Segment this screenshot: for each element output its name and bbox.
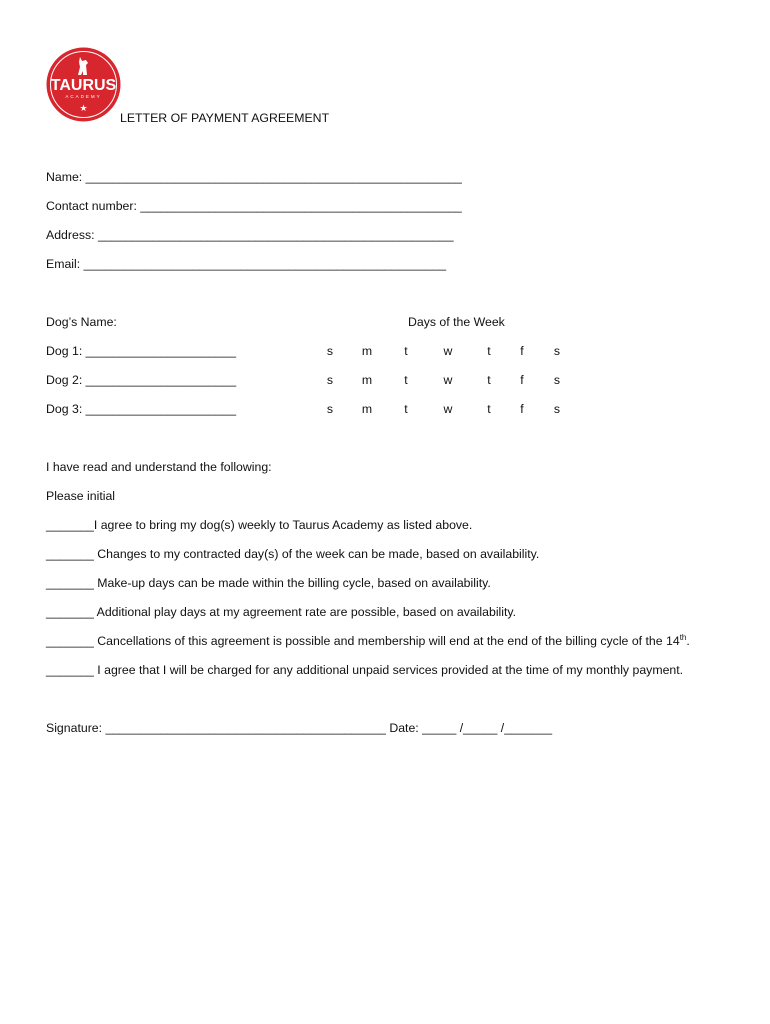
dog-3-line[interactable]: ______________________ [85, 402, 237, 416]
day-monday[interactable]: m [361, 402, 373, 416]
initial-item-text: Changes to my contracted day(s) of the week can be made, based on availability. [93, 547, 540, 561]
day-tuesday[interactable]: t [404, 373, 408, 387]
day-tuesday[interactable]: t [404, 402, 408, 416]
day-wednesday[interactable]: w [443, 402, 453, 416]
name-field[interactable] [46, 170, 462, 184]
day-friday[interactable]: f [520, 373, 524, 387]
signature-row [46, 721, 552, 735]
day-thursday[interactable]: t [487, 402, 491, 416]
initial-item-text: I agree to bring my dog(s) weekly to Taurus Academy as listed above. [93, 518, 473, 532]
dog-1-label: Dog 1: [46, 344, 83, 358]
initial-instruction: Please initial [46, 489, 116, 503]
initial-blank[interactable]: _______ [46, 663, 94, 677]
dog-2-label: Dog 2: [46, 373, 83, 387]
initial-item-5 [46, 634, 690, 648]
date-label: Date: [389, 721, 419, 735]
day-sunday[interactable]: s [326, 344, 334, 358]
item-tail: . [686, 634, 690, 648]
dog-3-field[interactable] [46, 402, 236, 416]
star-icon: ★ [79, 104, 88, 114]
initial-item-3 [46, 576, 491, 590]
dog-3-label: Dog 3: [46, 402, 83, 416]
email-label: Email: [46, 257, 81, 271]
initial-item-text: Additional play days at my agreement rate are possible, based on availability. [93, 605, 517, 619]
dog-1-field[interactable] [46, 344, 236, 358]
initial-blank[interactable]: _______ [46, 518, 94, 532]
initial-blank[interactable]: _______ [46, 605, 94, 619]
email-line[interactable]: _____________________________________________________ [83, 257, 447, 271]
contact-number-label: Contact number: [46, 199, 137, 213]
page-title: LETTER OF PAYMENT AGREEMENT [120, 111, 330, 125]
day-wednesday[interactable]: w [443, 373, 453, 387]
dog-2-field[interactable] [46, 373, 236, 387]
acknowledgement-intro: I have read and understand the following: [46, 460, 272, 474]
initial-blank[interactable]: _______ [46, 634, 94, 648]
day-wednesday[interactable]: w [443, 344, 453, 358]
taurus-academy-logo [46, 47, 121, 122]
day-friday[interactable]: f [520, 402, 524, 416]
initial-item-2 [46, 547, 539, 561]
day-tuesday[interactable]: t [404, 344, 408, 358]
name-line[interactable]: _______________________________________________________ [85, 170, 462, 184]
day-thursday[interactable]: t [487, 373, 491, 387]
dog-2-line[interactable]: ______________________ [85, 373, 237, 387]
date-line[interactable]: _____ /_____ /_______ [422, 721, 553, 735]
initial-item-1 [46, 518, 472, 532]
ordinal-suffix: th [679, 632, 687, 642]
initial-item-text: I agree that I will be charged for any additional unpaid services provided at the time of my monthly payment. [93, 663, 684, 677]
signature-label: Signature: [46, 721, 103, 735]
address-label: Address: [46, 228, 95, 242]
initial-item-4 [46, 605, 516, 619]
address-field[interactable] [46, 228, 454, 242]
contact-number-field[interactable] [46, 199, 462, 213]
day-sunday[interactable]: s [326, 402, 334, 416]
day-saturday[interactable]: s [553, 373, 561, 387]
day-sunday[interactable]: s [326, 373, 334, 387]
day-friday[interactable]: f [520, 344, 524, 358]
initial-blank[interactable]: _______ [46, 547, 94, 561]
logo-subtext: ACADEMY [65, 94, 102, 99]
day-monday[interactable]: m [361, 373, 373, 387]
address-line[interactable]: ____________________________________________________ [97, 228, 454, 242]
days-of-week-header: Days of the Week [408, 315, 505, 329]
name-label: Name: [46, 170, 83, 184]
day-saturday[interactable]: s [553, 402, 561, 416]
initial-blank[interactable]: _______ [46, 576, 94, 590]
dog-1-line[interactable]: ______________________ [85, 344, 237, 358]
dogs-name-header: Dog’s Name: [46, 315, 117, 329]
email-field[interactable] [46, 257, 446, 271]
initial-item-6 [46, 663, 683, 677]
day-thursday[interactable]: t [487, 344, 491, 358]
day-monday[interactable]: m [361, 344, 373, 358]
initial-item-text: Cancellations of this agreement is possible and membership will end at the end of the billing cycle of the 14 [93, 634, 680, 648]
initial-item-text: Make-up days can be made within the billing cycle, based on availability. [93, 576, 491, 590]
contact-number-line[interactable]: _______________________________________________ [140, 199, 462, 213]
day-saturday[interactable]: s [553, 344, 561, 358]
logo-wordmark: TAURUS [50, 77, 117, 94]
signature-line[interactable]: _________________________________________ [105, 721, 386, 735]
